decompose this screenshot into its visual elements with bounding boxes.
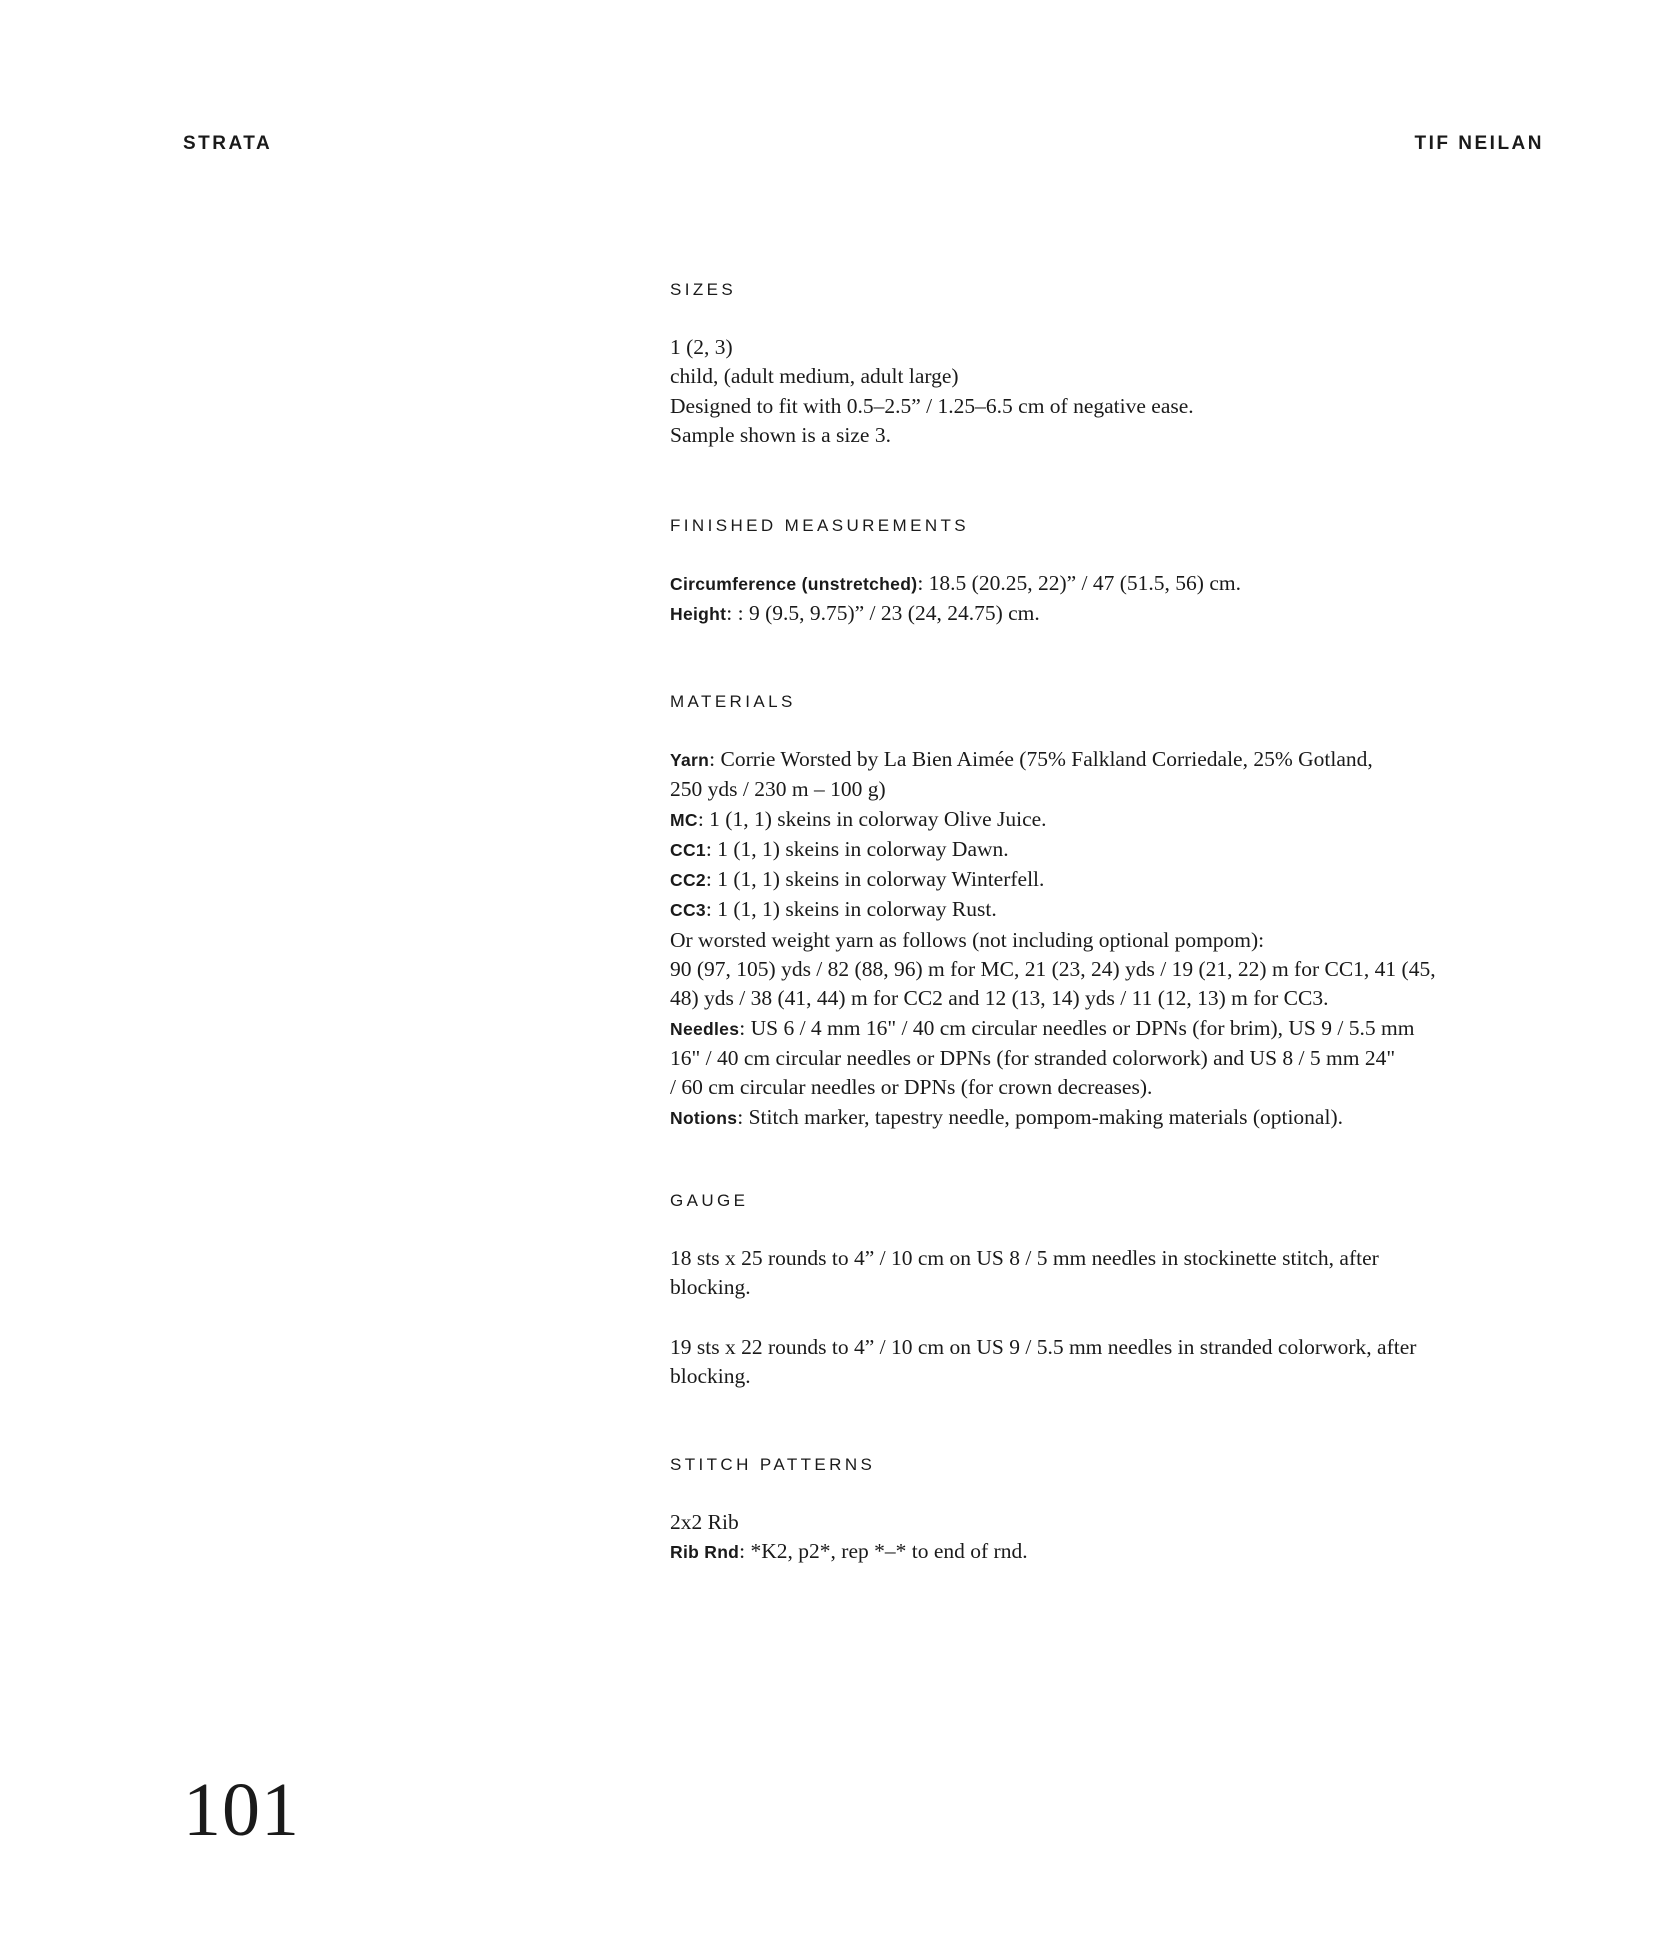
gauge-line: 18 sts x 25 rounds to 4” / 10 cm on US 8 / 5 mm needles in stockinette stitch, after [670,1246,1379,1270]
gauge-heading: GAUGE [670,1191,749,1210]
paragraph-spacer [670,1303,1550,1333]
circumference-label: Circumference (unstretched) [670,574,918,594]
yarn-label: Yarn [670,750,710,770]
page-number: 101 [183,1768,300,1852]
alt-yarn-line: Or worsted weight yarn as follows (not including optional pompom): [670,927,1265,952]
cc3-line [670,895,1550,925]
yarn-value: : Corrie Worsted by La Bien Aimée (75% Falkland Corriedale, 25% Gotland, [709,747,1373,771]
mc-label: MC [670,809,698,830]
circumference-line [670,569,1550,599]
height-line [670,599,1550,629]
needles-line-continued: 16" / 40 cm circular needles or DPNs (for stranded colorwork) and US 8 / 5 mm 24" [670,1045,1396,1070]
cc3-label: CC3 [670,900,706,921]
sizes-section [670,278,1550,450]
finished-measurements-section [670,514,1550,630]
height-label: Height [670,604,727,625]
cc2-label: CC2 [670,870,706,891]
needles-line [670,1014,1550,1044]
sizes-line: Sample shown is a size 3. [670,422,891,447]
rib-rnd-label: Rib Rnd [670,1542,740,1563]
height-value: : : 9 (9.5, 9.75)” / 23 (24, 24.75) cm. [726,601,1040,626]
sizes-line: 1 (2, 3) [670,335,733,359]
sizes-line: Designed to fit with 0.5–2.5” / 1.25–6.5 cm of negative ease. [670,393,1194,418]
finished-measurements-heading: FINISHED MEASUREMENTS [670,516,970,535]
cc1-value: : 1 (1, 1) skeins in colorway Dawn. [705,836,1009,861]
sizes-heading: SIZES [670,280,737,299]
gauge-line: blocking. [670,1363,751,1388]
alt-yarn-line: 48) yds / 38 (41, 44) m for CC2 and 12 (13, 14) yds / 11 (12, 13) m for CC3. [670,986,1329,1011]
gauge-line: blocking. [670,1275,751,1300]
cc2-line [670,865,1550,895]
materials-section [670,690,1550,1133]
gauge-section [670,1189,1550,1391]
cc3-value: : 1 (1, 1) skeins in colorway Rust. [705,897,997,922]
cc2-value: : 1 (1, 1) skeins in colorway Winterfell. [705,867,1045,892]
stitch-patterns-section [670,1453,1550,1568]
gauge-line: 19 sts x 22 rounds to 4” / 10 cm on US 9 / 5.5 mm needles in stranded colorwork, after [670,1334,1417,1359]
cc1-label: CC1 [670,839,706,860]
mc-line [670,805,1550,835]
sizes-line: child, (adult medium, adult large) [670,364,959,389]
mc-value: : 1 (1, 1) skeins in colorway Olive Juice. [697,806,1047,831]
needles-value: : US 6 / 4 mm 16" / 40 cm circular needles or DPNs (for brim), US 9 / 5.5 mm [739,1015,1415,1040]
alt-yarn-line: 90 (97, 105) yds / 82 (88, 96) m for MC, 21 (23, 24) yds / 19 (21, 22) m for CC1, 41 (45, [670,957,1436,982]
stitch-name: 2x2 Rib [670,1510,739,1534]
running-head-title: STRATA [183,133,273,154]
running-head-author: TIF NEILAN [1414,133,1544,154]
yarn-line [670,745,1550,775]
yarn-line-continued: 250 yds / 230 m – 100 g) [670,777,886,802]
rib-rnd-value: : *K2, p2*, rep *–* to end of rnd. [739,1539,1028,1564]
needles-line-continued: / 60 cm circular needles or DPNs (for crown decreases). [670,1075,1153,1100]
notions-label: Notions [670,1107,738,1128]
circumference-value: : 18.5 (20.25, 22)” / 47 (51.5, 56) cm. [917,571,1241,595]
cc1-line [670,835,1550,865]
notions-line [670,1103,1550,1133]
stitch-patterns-heading: STITCH PATTERNS [670,1455,876,1474]
needles-label: Needles [670,1018,740,1039]
materials-heading: MATERIALS [670,692,796,711]
rib-rnd-line [670,1537,1550,1567]
notions-value: : Stitch marker, tapestry needle, pompom-making materials (optional). [737,1104,1343,1129]
